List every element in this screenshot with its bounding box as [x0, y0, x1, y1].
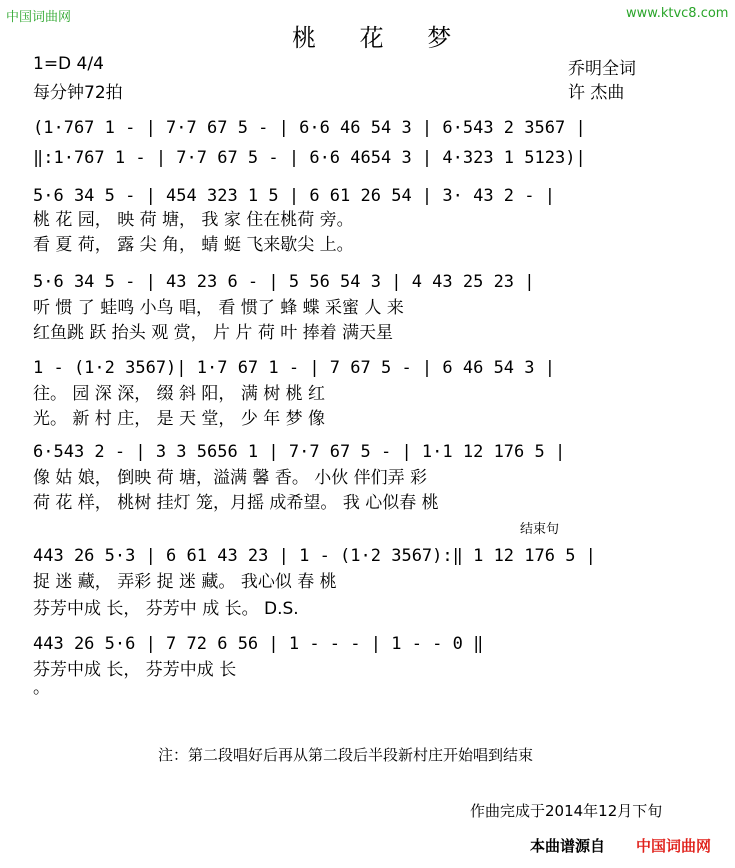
song-title: 桃 花 梦 — [292, 24, 470, 52]
score-line-3: 5·6 34 5 - | 454 323 1 5 | 6 61 26 54 | 3· 43 2 - | — [33, 186, 555, 206]
lyric-line-8: 芬芳中成 长， 芬芳中成 长 — [33, 660, 237, 680]
tempo: 每分钟72拍 — [33, 83, 123, 103]
lyric-line-5b: 光。 新 村 庄， 是 天 堂， 少 年 梦 像 — [33, 409, 326, 429]
lyricist: 乔明全词 — [568, 59, 636, 79]
lyric-line-4b: 红鱼跳 跃 抬头 观 赏， 片 片 荷 叶 捧着 满天星 — [33, 323, 394, 343]
lyric-line-3a: 桃 花 园， 映 荷 塘， 我 家 住在桃荷 旁。 — [33, 210, 354, 230]
score-line-1: (1·767 1 - | 7·7 67 5 - | 6·6 46 54 3 | 6·543 2 3567 | — [33, 118, 586, 138]
watermark-left: 中国词曲网 — [6, 10, 72, 25]
score-line-5: 1 - (1·2 3567)| 1·7 67 1 - | 7 67 5 - | 6 46 54 3 | — [33, 358, 555, 378]
completion-date: 作曲完成于2014年12月下旬 — [470, 802, 663, 820]
lyric-line-4a: 听 惯 了 蛙鸣 小鸟 唱， 看 惯了 蜂 蝶 采蜜 人 来 — [33, 298, 404, 318]
score-line-4: 5·6 34 5 - | 43 23 6 - | 5 56 54 3 | 4 43 25 23 | — [33, 272, 535, 292]
lyric-line-3b: 看 夏 荷， 露 尖 角， 蜻 蜓 飞来歇尖 上。 — [33, 235, 354, 255]
score-line-7: 443 26 5·3 | 6 61 43 23 | 1 - (1·2 3567):‖ 1 12 176 5 | — [33, 546, 596, 566]
composer: 许 杰曲 — [568, 83, 625, 103]
score-line-6: 6·543 2 - | 3 3 5656 1 | 7·7 67 5 - | 1·1 12 176 5 | — [33, 442, 566, 462]
lyric-line-6b: 荷 花 样， 桃树 挂灯 笼，月摇 成希望。 我 心似春 桃 — [33, 493, 439, 513]
score-line-2: ‖:1·767 1 - | 7·7 67 5 - | 6·6 4654 3 | 4·323 1 5123)| — [33, 148, 586, 168]
lyric-line-5a: 往。 园 深 深， 缀 斜 阳， 满 树 桃 红 — [33, 384, 326, 404]
score-line-8: 443 26 5·6 | 7 72 6 56 | 1 - - - | 1 - - 0 ‖ — [33, 634, 484, 654]
lyric-line-8-end: 。 — [33, 678, 50, 698]
source-label: 本曲谱源自 — [530, 837, 606, 855]
lyric-line-7a: 捉 迷 藏， 弄彩 捉 迷 藏。 我心似 春 桃 — [33, 572, 337, 592]
lyric-line-7b: 芬芳中成 长， 芬芳中 成 长。 D.S. — [33, 599, 299, 619]
ending-label: 结束句 — [520, 522, 560, 537]
site-name: 中国词曲网 — [636, 837, 712, 855]
watermark-right: www.ktvc8.com — [626, 6, 729, 21]
performance-note: 注：第二段唱好后再从第二段后半段新村庄开始唱到结束 — [158, 746, 534, 764]
key-meter: 1=D 4/4 — [33, 54, 104, 74]
lyric-line-6a: 像 姑 娘， 倒映 荷 塘，溢满 馨 香。 小伙 伴们弄 彩 — [33, 468, 428, 488]
